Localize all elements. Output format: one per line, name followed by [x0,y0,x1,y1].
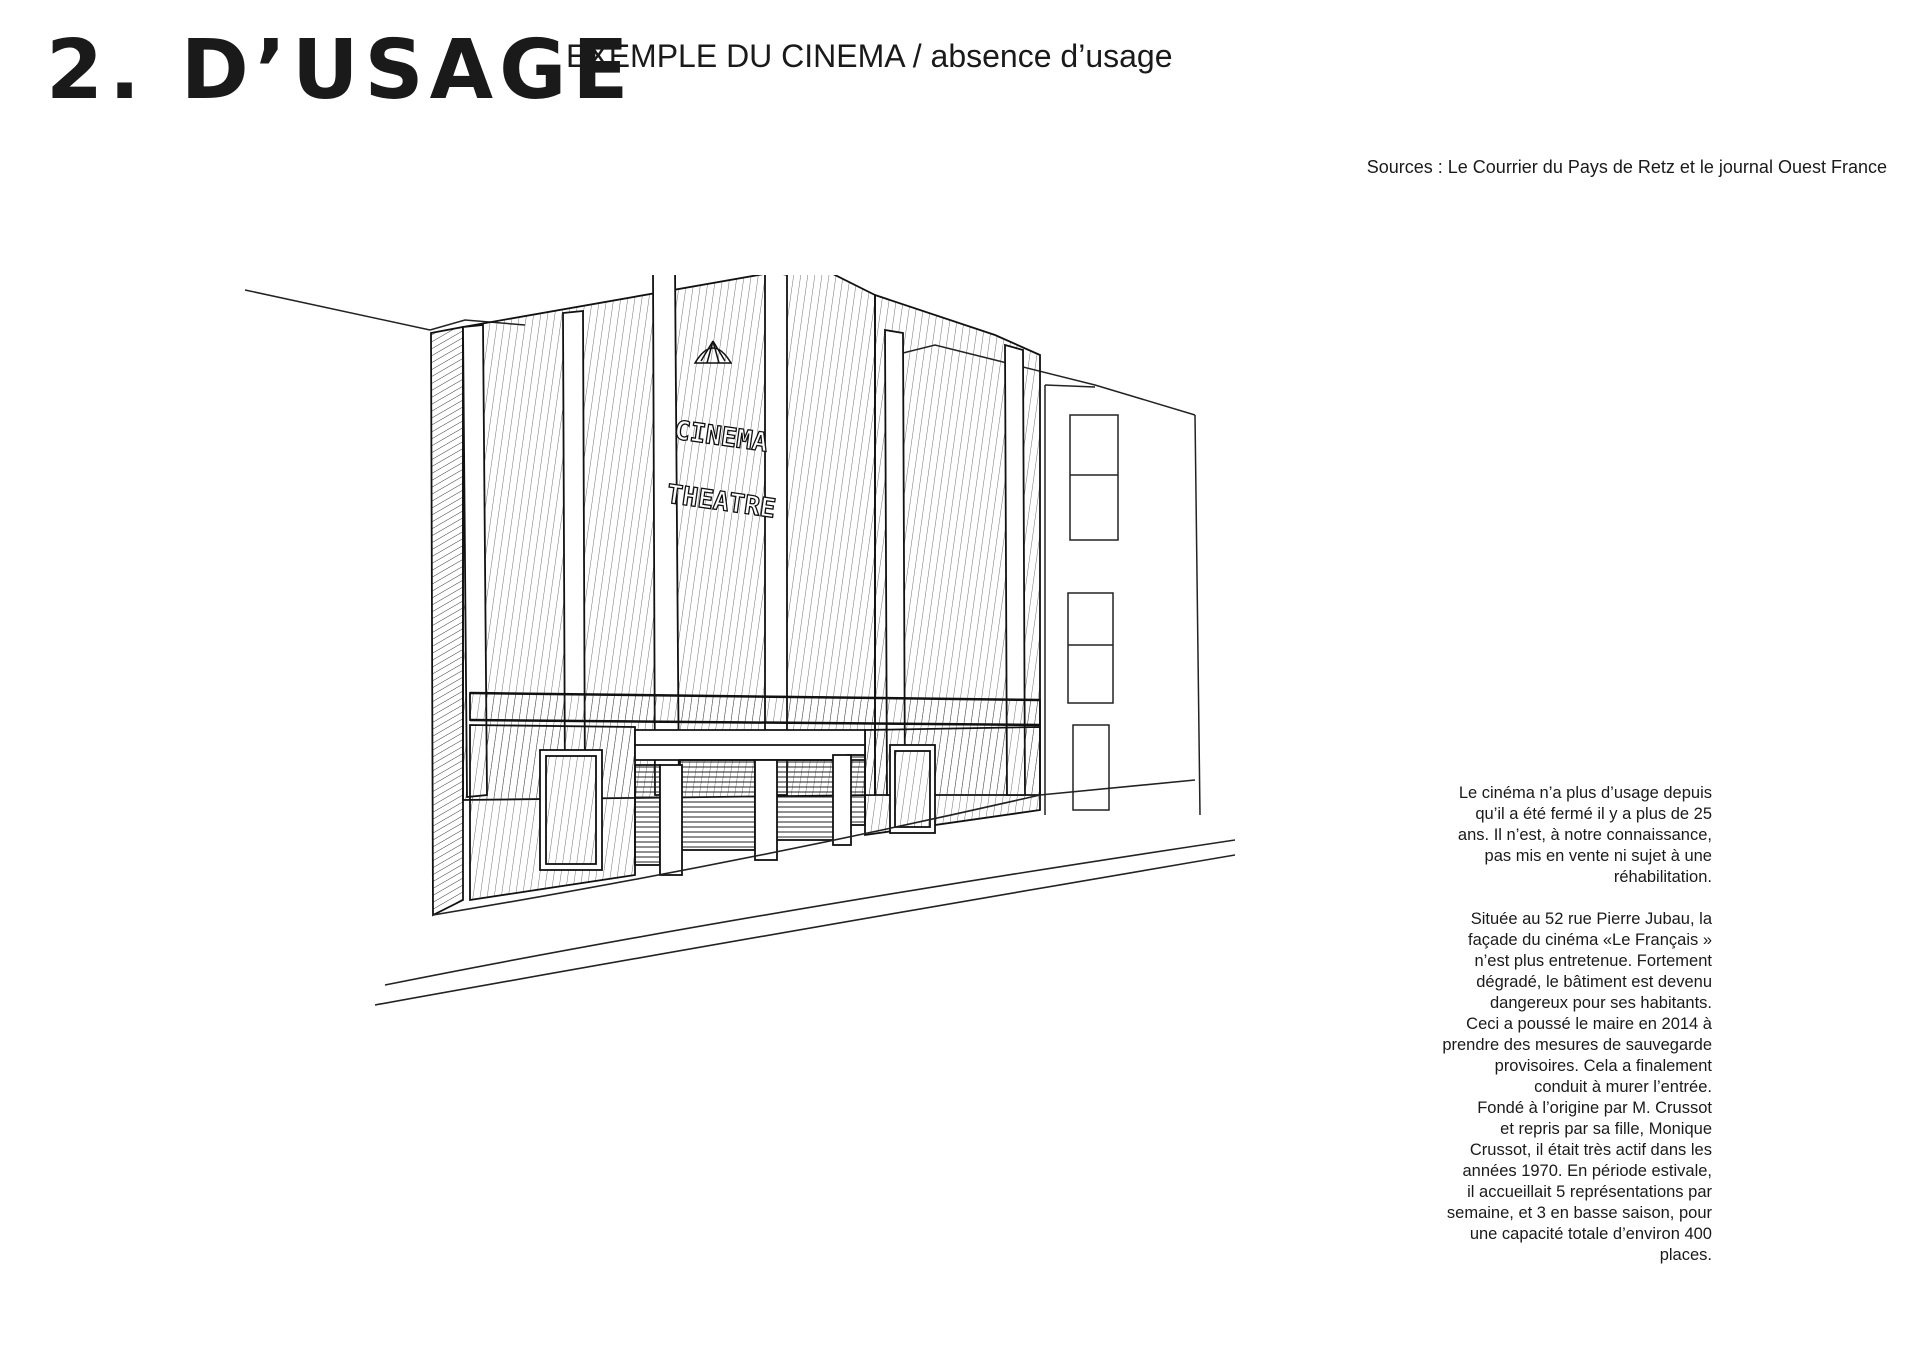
page-subtitle: EXEMPLE DU CINEMA / absence d’usage [566,38,1173,74]
sign-line-cinema: CINEMA [672,415,770,459]
sources-note: Sources : Le Courrier du Pays de Retz et le journal Ouest France [1366,157,1887,177]
description-paragraph-1: Le cinéma n’a plus d’usage depuis qu’il a été fermé il y a plus de 25 ans. Il n’est, à notre connaissance, pas mis en vente ni sujet à une réhabilitation. [1457,784,1712,886]
marquee-canopy [470,693,1040,725]
cinema-facade-sketch [235,275,1235,1035]
ground-floor [470,725,1040,900]
description-text [1420,783,1712,1266]
description-paragraph-2: Située au 52 rue Pierre Jubau, la façade du cinéma «Le Français » n’est plus entretenue. Fortement dégradé, le bâtiment est devenu dangereux pour ses habitants. Ceci a poussé le maire en 2014 à prendre des mesures de sauvegarde provisoires. Cela a finalement conduit à murer l’entrée. Fondé à l’origine par M. Crussot et repris par sa fille, Monique Crussot, il était très actif dans les années 1970. En période estivale, il accueillait 5 représentations par semaine, et 3 en basse saison, pour une capacité totale d’environ 400 places. [1442,910,1712,1264]
sign-line-theatre: THEATRE [664,479,778,525]
side-building-windows [1068,415,1118,810]
page-title: 2. D’USAGE [46,23,635,118]
